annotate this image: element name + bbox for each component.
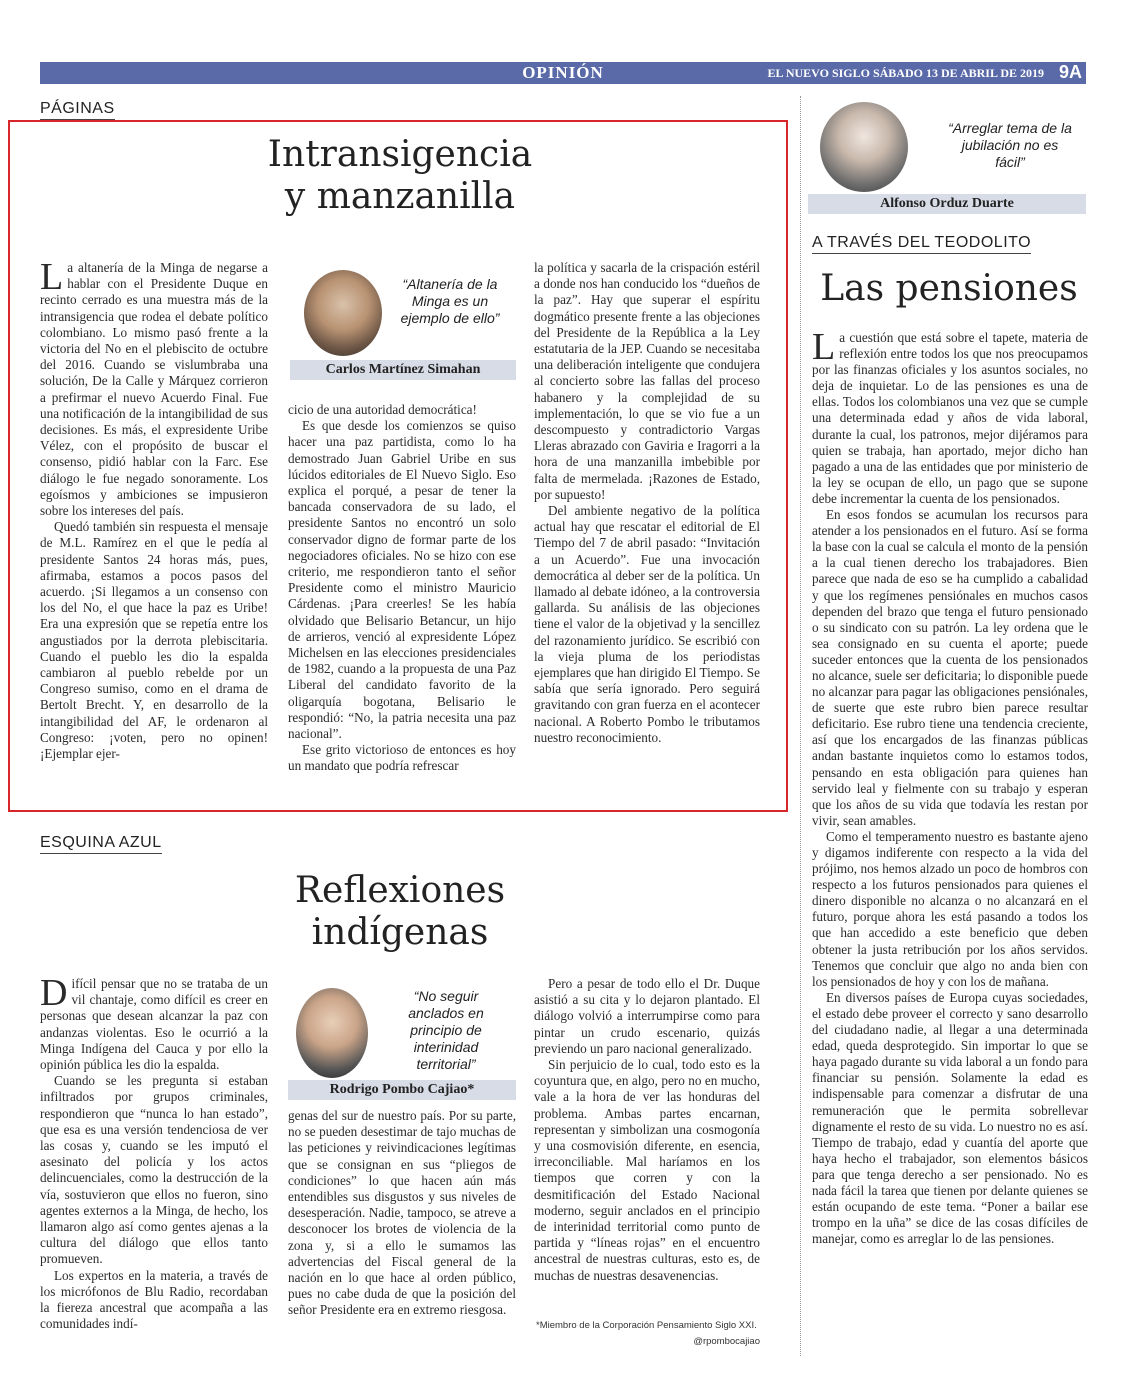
headline-line: indígenas xyxy=(311,912,489,954)
section-label-teodolito: A TRAVÉS DEL TEODOLITO xyxy=(812,234,1031,254)
paragraph-text: ifícil pensar que no se trataba de un vil chantaje, como difícil es creer en personas que desean alcanzar la paz con andanzas violentas. Eso le ocurrió a la Minga Indígena del Cauca y por ello la opinión pública les dio la espalda. xyxy=(40,976,268,1073)
section-title: OPINIÓN xyxy=(522,63,604,82)
paragraph: Del ambiente negativo de la política actual hay que rescatar el editorial de El Tiempo del 7 de abril pasado: “Invitación a un Acuerdo”. Fue una invocación democrática al deber ser de la política. Un llamado al debate idóneo, a la controversia gallarda. Su análisis de las objeciones tiene el valor de la objetivad y la sencillez del razonamiento jurídico. Se escribió con la vieja pluma de los periodistas ejemplares que han dirigido El Tiempo. Se sabía que sería ignorado. Pero seguirá gravitando con gran fuerza en el acontecer nacional. A Roberto Pombo le tributamos nuestro reconocimiento. xyxy=(534,503,760,745)
author-photo xyxy=(820,102,908,192)
paragraph: la política y sacarla de la crispación estéril a donde nos han conducido los “dueños de la paz”. Hay que superar el espíritu dogmático presente frente a las objeciones del Presidente de la República a la Ley estatutaria de la JEP. Cuando se necesitaba una deliberación inteligente que condujera al concierto sobre las fallas del proceso habanero y la complejidad de su implementación, lo que se vio fue a un descompuesto y contradictorio Vargas Lleras abrazado con Gaviria e Iragorri a la hora de una manzanilla imbebible por falta de mermelada. ¡Razones de Estado, por supuesto! xyxy=(534,260,760,502)
paragraph: En esos fondos se acumulan los recursos para atender a los pensionados en el futuro. Así se forma la base con la cual se calcula el monto de la pensión a la cual tienen derecho los trabajadores. Bien parece que nada de eso se ha cumplido a cabalidad y que los regímenes pensiónales en muchos casos dependen del brazo que tenga el futuro pensionado o su sindicato con su patrón. La ley ordena que le sea consignado en su cuenta el aporte; puede suceder entonces que la cuenta de los pensionados no alcance, suele ser deficitaria; lo disponible puede no alcanzar para pagar las obligaciones pensiónales, de suerte que este rubro bien parece resultar deficitario. Ese rubro tiene una tendencia creciente, así que los encargados de las finanzas públicas andan bastante inquietos como lo estamos todos, pensando en esta obligación para quienes han servido leal y fielmente con su trabajo y esperan que los años de su vida que todavía les restan por vivir, sean amables. xyxy=(812,507,1088,828)
article3-headline: Las pensiones xyxy=(820,268,1078,309)
dropcap: D xyxy=(40,972,68,1014)
page-header-bar xyxy=(40,62,1086,84)
paragraph xyxy=(40,972,268,1073)
article1-column-3 xyxy=(534,260,760,746)
paragraph: cicio de una autoridad democrática! xyxy=(288,402,477,417)
pull-quote: “Altanería de la Minga es un ejemplo de ello” xyxy=(400,276,500,326)
pull-quote-box xyxy=(290,266,516,380)
paragraph: Quedó también sin respuesta el mensaje de M.L. Ramírez en el que le pedía al presidente Santos 24 horas más, pues, afirmaba, estamos a pocos pasos del acuerdo. ¡Si llegamos a un consenso con los del No, el que hace la paz es Uribe! Era una expresión que se repetía entre los angustiados por la derrota plebiscitaria. Cuando el pueblo les dio la espalda cambiaron al pueblo rebelde por un Congreso sumiso, como en el drama de Bertolt Brecht. Y, en desarrollo de la intangibilidad del AF, le ordenaron al Congreso: ¡voten, pero no opinen! ¡Ejemplar ejer- xyxy=(40,519,268,762)
article2-column-2 xyxy=(288,1108,516,1319)
paragraph-text: a cuestión que está sobre el tapete, materia de reflexión entre todos los que nos preocupamos por las finanzas oficiales y los asuntos sociales, no deja de inquietar. Lo de las pensiones es una de ellas. Todos los colombianos una vez que se cumple una determinada edad y años de vida laboral, durante la cual, los patronos, mejor dijéramos para quien se trabaja, han aportado, mejor dicho han pagado a una de las entidades que por ministerio de la ley se ocupan de ello, un pago que se supone debe incrementar la cuenta de los pensionados. xyxy=(812,330,1088,506)
article1-column-2 xyxy=(288,402,516,775)
paper-date: EL NUEVO SIGLO SÁBADO 13 DE ABRIL DE 2019 xyxy=(767,66,1044,80)
pull-quote-box xyxy=(288,984,516,1102)
headline-line: y manzanilla xyxy=(284,176,516,218)
author-photo xyxy=(304,270,382,356)
dropcap: L xyxy=(40,256,64,298)
paragraph: Como el temperamento nuestro es bastante ajeno y digamos indiferente con respecto a la vida del prójimo, nos hemos alzado un poco de hombros con respecto a los futuros pensionados para quienes el dinero disponible no alcanza o no alcanzará en el futuro, porque ahora les está pasando a todos los que han accedido a este beneficio que deben obtener la justa retribución por los años servidos. Tenemos que concluir que algo no anda bien con los pensionados de hoy y con los de mañana. xyxy=(812,828,1088,989)
paragraph: En diversos países de Europa cuyas sociedades, el estado debe proveer el correcto y sano desarrollo del ciudadano nadie, al llegar a una determinada edad, queda desprotegido. Sin importar lo que se haya pagado durante su vida laboral a un fondo para financiar su pensión. Solamente la edad es indispensable para comenzar a disfrutar de una remuneración que le permita sobrellevar dignamente el resto de su vida. Lo nuestro no es así. Tiempo de trabajo, edad y cuantía del aporte que haya hecho el trabajador, son elementos básicos para que tenga derecho a ser pensionado. No es nada fácil la tarea que tienen por delante quienes se están ocupando de este tema. “Poner a bailar ese trompo en la uña” se dice de las cosas difíciles de manejar, como es arreglar lo de las pensiones. xyxy=(812,989,1088,1247)
dropcap: L xyxy=(812,326,836,368)
paragraph-text: a altanería de la Minga de negarse a hablar con el Presidente Duque en recinto cerrado es una muestra más de la intransigencia que rodea el debate político colombiano. Lo mismo pasó frente a la victoria del No en el plebiscito de octubre del 2016. Cuando se vislumbraba una solución, De la Calle y Márquez corrieron a prefirmar el nuevo Acuerdo Final. Fue una notificación de la intangibilidad de sus decisiones. Es más, el expresidente Uribe Vélez, con el propósito de buscar el consenso, pidió hablar con la Farc. Ese diálogo le fue negado sonoramente. Los egoísmos y ambiciones se impusieron sobre los intereses del país. xyxy=(40,260,268,519)
article1-column-1 xyxy=(40,256,268,762)
article2-headline xyxy=(200,870,600,955)
paragraph: Es que desde los comienzos se quiso hacer una paz partidista, como lo ha demostrado Juan Gabriel Uribe en sus lúcidos editoriales de El Nuevo Siglo. Eso explica el porqué, a pesar de tener la bancada conservadora de su lado, el presidente Santos no encontró un solo conservador digno de formar parte de los negociadores oficiales. No se hizo con ese criterio, me respondieron tanto el señor Presidente como el ministro Mauricio Cárdenas. ¡Para creerles! Se les había olvidado que Belisario Betancur, un hijo de arrieros, venció al expresidente López Michelsen en las elecciones presidenciales de 1982, cuando a la propuesta de una Paz Liberal del candidato favorito de la oligarquía bogotana, Belisario le respondió: “No, la patria necesita una paz nacional”. xyxy=(288,418,516,742)
article2-column-3 xyxy=(534,976,760,1284)
pull-quote: “No seguir anclados en principio de interinidad territorial” xyxy=(408,988,484,1072)
author-byline: Rodrigo Pombo Cajiao* xyxy=(288,1080,516,1100)
paragraph: Ese grito victorioso de entonces es hoy un mandato que podría refrescar xyxy=(288,742,516,774)
article2-column-1 xyxy=(40,972,268,1332)
headline-line: Intransigencia xyxy=(267,134,533,175)
author-byline: Carlos Martínez Simahan xyxy=(290,360,516,380)
section-label-paginas: PÁGINAS xyxy=(40,100,115,120)
headline-line: Reflexiones xyxy=(294,870,506,911)
paragraph: Sin perjuicio de lo cual, todo esto es la coyuntura que, en algo, pero no en mucho, vale a la hora de ver las honduras del problema. Ambas partes encarnan, representan y simbolizan una cosmogonía y una cosmovisión diferente, en esencia, irreconciliable. Mal haríamos en los tiempos que corren y con la desmitificación del Estado Nacional moderno, seguir anclados en el principio de interinidad territorial como punto de partida y “líneas rojas” en el encuentro ancestral de nuestras culturas, esto es, de muchas de nuestras desavenencias. xyxy=(534,1057,760,1283)
author-photo xyxy=(296,988,368,1078)
paragraph xyxy=(40,256,268,519)
paragraph xyxy=(812,326,1088,507)
author-byline: Alfonso Orduz Duarte xyxy=(808,194,1086,214)
paragraph: genas del sur de nuestro país. Por su parte, no se pueden desestimar de tajo muchas de las peticiones y reivindicaciones legítimas que se consignan en sus “pliegos de condiciones” lo que hacen aún más entendibles sus disgustos y sus niveles de desesperación. Nadie, tampoco, se atreve a desconocer los brotes de violencia de la zona y, si a ello le sumamos las advertencias del Fiscal general de la nación en lo que hace al orden público, pues no cabe duda de que la posición del señor Presidente era en extremo riesgosa. xyxy=(288,1108,516,1318)
paragraph: Pero a pesar de todo ello el Dr. Duque asistió a su cita y lo dejaron plantado. El diálogo volvió a interrumpirse como para pintar un crudo escenario, quizás previendo un paro nacional generalizado. xyxy=(534,976,760,1056)
pull-quote-box xyxy=(808,100,1086,216)
section-label-esquina-azul: ESQUINA AZUL xyxy=(40,834,162,854)
page-number: 9A xyxy=(1058,62,1082,82)
author-handle: @rpombocajiao xyxy=(693,1336,760,1347)
article1-headline xyxy=(200,134,600,219)
pull-quote: “Arreglar tema de la jubilación no es fácil” xyxy=(948,120,1072,170)
paragraph: Los expertos en la materia, a través de los micrófonos de Blu Radio, recordaban la fiereza ancestral que acompaña a las comunidades indí- xyxy=(40,1267,268,1332)
author-footnote: *Miembro de la Corporación Pensamiento Siglo XXI. xyxy=(536,1320,757,1331)
article3-body xyxy=(812,326,1088,1247)
paragraph: Cuando se les pregunta si estaban infiltrados por grupos criminales, respondieron que “nunca lo han estado”, que esa es una versión tendenciosa de ver las cosas y, cuando se les imputó el asesinato del policía y los actos delincuenciales, como la destrucción de la vía, sostuvieron que ellos no fueron, sino agentes externos a la Minga, de hecho, los llamaron algo así como gentes ajenas a la cultura del diálogo que ellos tanto promueven. xyxy=(40,1073,268,1267)
column-divider xyxy=(800,96,801,1356)
